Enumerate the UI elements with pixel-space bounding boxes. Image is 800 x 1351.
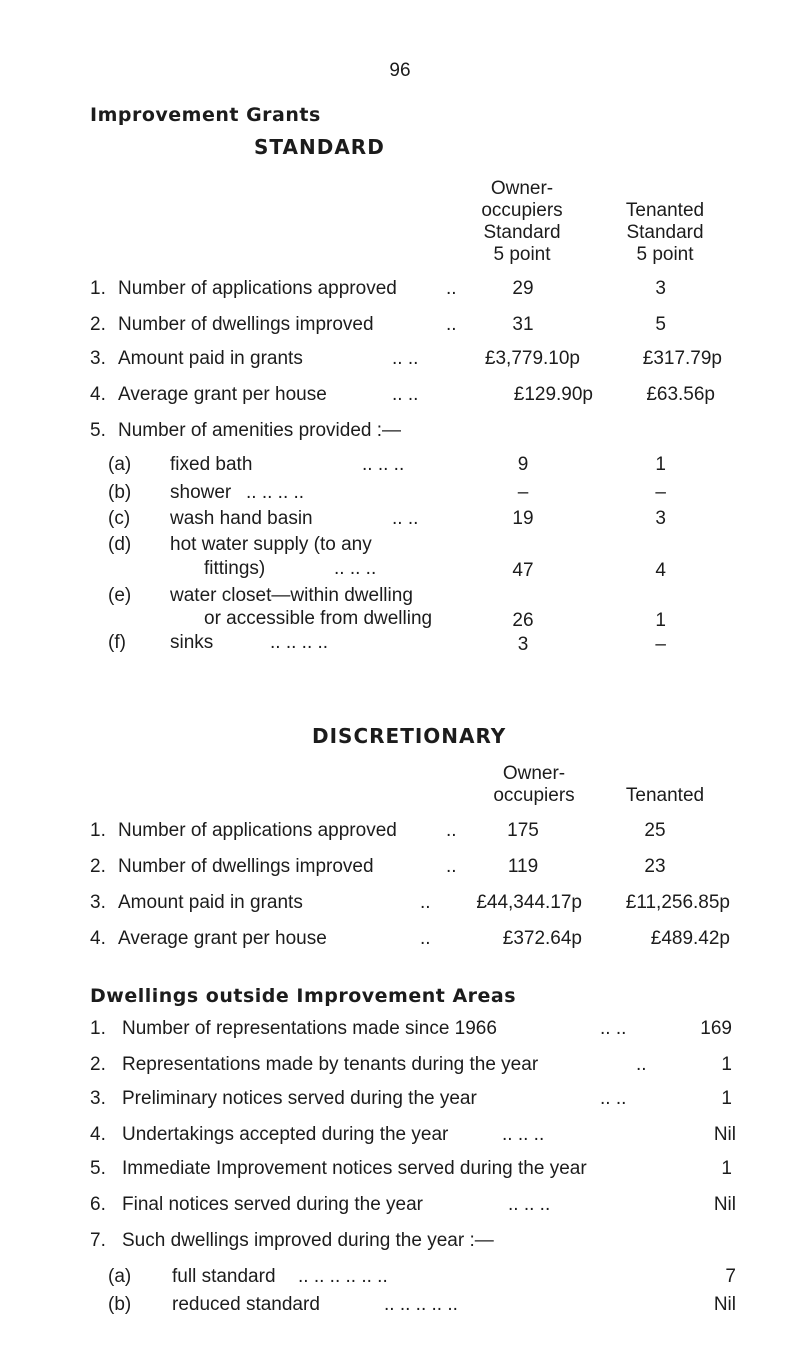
discretionary-col1-header: Owner- occupiers [493, 763, 575, 806]
outside-title: Dwellings outside Improvement Areas [90, 985, 517, 1007]
discretionary-title: DISCRETIONARY [312, 724, 507, 748]
discretionary-col2-header: Tenanted [625, 785, 705, 806]
standard-col1-header: Owner- occupiers Standard 5 point [481, 178, 563, 265]
standard-col2-header: Tenanted Standard 5 point [625, 200, 705, 265]
page-number: 96 [389, 60, 411, 81]
standard-title: STANDARD [254, 135, 385, 159]
page-heading: Improvement Grants [90, 104, 321, 126]
